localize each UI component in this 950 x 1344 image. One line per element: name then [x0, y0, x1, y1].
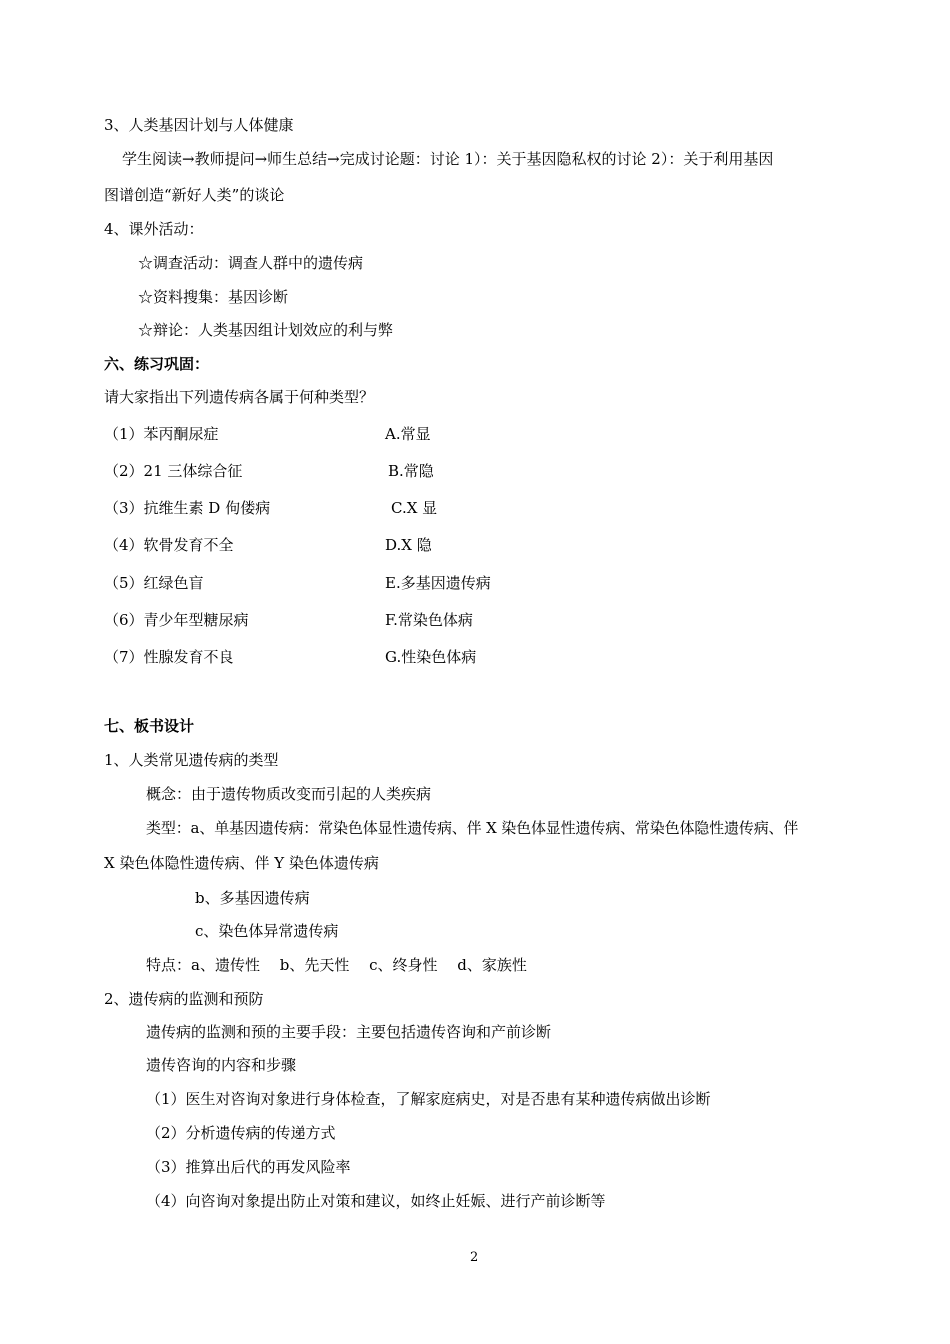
- exercise-row: [104, 535, 432, 555]
- disease-type: F.常染色体病: [385, 611, 473, 629]
- disease-type: A.常显: [385, 425, 431, 443]
- activity-item: ☆调查活动：调查人群中的遗传病: [138, 254, 364, 272]
- section-3-para-line1: 学生阅读→教师提问→师生总结→完成讨论题：讨论 1）：关于基因隐私权的讨论 2）：关于利用基因: [122, 150, 774, 168]
- activity-item: ☆资料搜集：基因诊断: [138, 288, 289, 306]
- means-line: 遗传病的监测和预的主要手段：主要包括遗传咨询和产前诊断: [146, 1023, 552, 1041]
- features-line: 特点：a、遗传性 b、先天性 c、终身性 d、家族性: [146, 956, 527, 974]
- step-item: （2）分析遗传病的传递方式: [146, 1124, 336, 1142]
- disease-type: E.多基因遗传病: [385, 574, 491, 592]
- exercise-row: [104, 573, 491, 593]
- disease-type: D.X 隐: [385, 536, 432, 554]
- concept-line: 概念：由于遗传物质改变而引起的人类疾病: [146, 785, 432, 803]
- disease-type: G.性染色体病: [385, 648, 477, 666]
- steps-title: 遗传咨询的内容和步骤: [146, 1056, 297, 1074]
- step-item: （1）医生对咨询对象进行身体检查，了解家庭病史，对是否患有某种遗传病做出诊断: [146, 1090, 711, 1108]
- section-7-sub2: 2、遗传病的监测和预防: [104, 990, 264, 1008]
- disease-name: （4）软骨发育不全: [104, 536, 234, 554]
- disease-name: （2）21 三体综合征: [104, 462, 243, 480]
- disease-name: （7）性腺发育不良: [104, 648, 234, 666]
- step-item: （4）向咨询对象提出防止对策和建议，如终止妊娠、进行产前诊断等: [146, 1192, 606, 1210]
- section-7-heading: 七、板书设计: [104, 717, 195, 735]
- disease-name: （6）青少年型糖尿病: [104, 611, 249, 629]
- step-item: （3）推算出后代的再发风险率: [146, 1158, 351, 1176]
- types-line2: X 染色体隐性遗传病、伴 Y 染色体遗传病: [104, 854, 379, 872]
- exercise-question: 请大家指出下列遗传病各属于何种类型？: [104, 388, 375, 406]
- disease-name: （3）抗维生素 D 佝偻病: [104, 499, 271, 517]
- type-c-line: c、染色体异常遗传病: [195, 922, 339, 940]
- section-4-heading: 4、课外活动：: [104, 220, 204, 238]
- exercise-row: [104, 424, 431, 444]
- section-6-heading: 六、练习巩固：: [104, 355, 210, 373]
- section-3-para-line2: 图谱创造“新好人类”的谈论: [104, 186, 285, 204]
- exercise-row: [104, 610, 473, 630]
- activity-item: ☆辩论：人类基因组计划效应的利与弊: [138, 321, 394, 339]
- types-line1: 类型：a、单基因遗传病：常染色体显性遗传病、伴 X 染色体显性遗传病、常染色体隐性遗传病、伴: [146, 819, 799, 837]
- disease-type: C.X 显: [391, 499, 438, 517]
- disease-name: （1）苯丙酮尿症: [104, 425, 219, 443]
- disease-name: （5）红绿色盲: [104, 574, 204, 592]
- section-3-heading: 3、人类基因计划与人体健康: [104, 116, 294, 134]
- page-number: 2: [470, 1250, 479, 1265]
- type-b-line: b、多基因遗传病: [195, 889, 310, 907]
- exercise-row: [104, 461, 434, 481]
- exercise-row: [104, 498, 438, 518]
- disease-type: B.常隐: [388, 462, 434, 480]
- section-7-sub1: 1、人类常见遗传病的类型: [104, 751, 279, 769]
- exercise-row: [104, 647, 477, 667]
